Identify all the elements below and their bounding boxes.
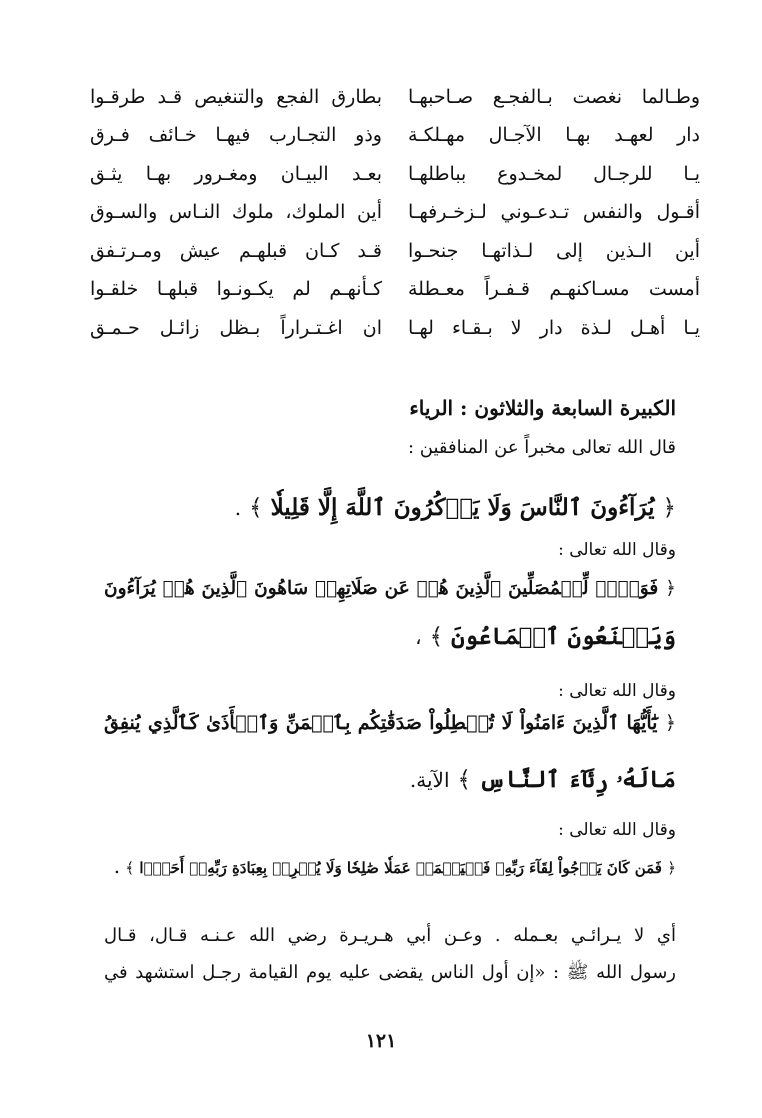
second-hemistich: أين الملوك، ملوك النـاس والسـوق: [90, 201, 382, 224]
quran-verse-4: [114, 854, 676, 878]
verse-open-bracket: ﴿: [665, 578, 676, 599]
verse-text: يَٰٓأَيُّهَا ٱلَّذِينَ ءَامَنُواْ لَا تُبۡطِلُواْ صَدَقَٰتِكُم بِٱلۡمَنِّ وَٱلۡأَذَىٰ كَٱلَّذِي يُنفِقُ: [104, 712, 658, 734]
verse-open-bracket: ﴿: [667, 859, 676, 877]
quran-verse-3-line-2: [410, 766, 676, 793]
verse-text: وَيَمۡنَعُونَ ٱلۡمَاعُونَ: [451, 623, 676, 650]
verse-punctuation: الآية.: [409, 768, 450, 792]
quran-verse-3-line-1: [104, 712, 676, 734]
second-hemistich: وذو التجـارب فيهـا خـائف فـرق: [90, 124, 382, 147]
section-title: الكبيرة السابعة والثلاثون : الرياء: [409, 396, 676, 420]
poem: [90, 78, 700, 348]
paragraph-line-2: رسول الله ﷺ : «إن أول الناس يقضى عليه يوم القيامة رجـل استشهد في: [104, 962, 676, 983]
poem-verse: [90, 155, 700, 194]
verse-open-bracket: ﴿: [662, 495, 676, 521]
first-hemistich: وطـالما نغصت بـالفجـع صـاحبهـا: [408, 85, 700, 108]
first-hemistich: أمست مسـاكنهـم قـفـراً معـطلة: [408, 278, 700, 301]
first-hemistich: أين الـذين إلى لـذاتهـا جنحـوا: [408, 239, 700, 262]
verse-text: فَمَن كَانَ يَرۡجُواْ لِقَآءَ رَبِّهِۦ فَلۡيَعۡمَلۡ عَمَلٗا صَٰلِحٗا وَلَا يُشۡرِكۡ بِعِبَادَةِ رَبِّهِۦٓ أَحَدَۢا: [139, 859, 662, 877]
second-hemistich: قـد كـان قبلهـم عيش ومـرتـفق: [90, 239, 382, 262]
verse-open-bracket: ﴿: [664, 712, 676, 734]
verse-punctuation: .: [113, 854, 121, 878]
intro-line: قال الله تعالى مخبراً عن المنافقين :: [407, 437, 676, 458]
first-hemistich: يـا للرجـال لمخـدوع بباطلهـا: [408, 162, 700, 185]
poem-verse: [90, 271, 700, 310]
second-hemistich: ان اغـتـراراً بـظل زائـل حـمـق: [90, 316, 382, 339]
verse-text: مَالَهُۥ رِئَآءَ ٱلنَّاسِ: [479, 766, 676, 793]
poem-verse: [90, 194, 700, 233]
poem-verse: [90, 232, 700, 271]
verse-close-bracket: ﴾: [457, 767, 472, 793]
second-hemistich: بعـد البيـان ومغـرور بهـا يثـق: [90, 162, 382, 185]
verse-close-bracket: ﴾: [249, 495, 263, 521]
poem-verse: [90, 117, 700, 156]
poem-verse: [90, 78, 700, 117]
verse-close-bracket: ﴾: [125, 859, 135, 877]
quran-verse-1: [235, 494, 676, 521]
quran-verse-2-line-1: [104, 578, 676, 599]
verse-text: يُرَآءُونَ ٱلنَّاسَ وَلَا يَذۡكُرُونَ ٱللَّهَ إِلَّا قَلِيلٗا: [270, 494, 655, 521]
verse-close-bracket: ﴾: [429, 624, 444, 650]
verse-punctuation: ،: [415, 625, 422, 649]
poem-verse: [90, 309, 700, 348]
first-hemistich: أقـول والنفس تـدعـوني لـزخـرفهـا: [408, 201, 700, 224]
first-hemistich: دار لعهـد بهـا الآجـال مهـلكـة: [408, 124, 700, 147]
verse-punctuation: .: [234, 496, 242, 520]
said-line: وقال الله تعالى :: [558, 681, 676, 701]
verse-text: فَوَيۡلٞ لِّلۡمُصَلِّينَ ٱلَّذِينَ هُمۡ عَن صَلَاتِهِمۡ سَاهُونَ ٱلَّذِينَ هُمۡ يُرَآءُونَ: [104, 578, 659, 599]
second-hemistich: بطارق الفجع والتنغيص قـد طرقـوا: [90, 85, 382, 108]
second-hemistich: كـأنهـم لم يكـونـوا قبلهـا خلقـوا: [90, 278, 382, 301]
said-line: وقال الله تعالى :: [558, 820, 676, 840]
first-hemistich: يـا أهـل لـذة دار لا بـقـاء لهـا: [408, 316, 700, 339]
paragraph-line-1: أي لا يـرائـي بعـمله . وعـن أبي هـريـرة رضي الله عـنـه قـال، قـال: [104, 925, 676, 946]
quran-verse-2-line-2: [415, 623, 676, 650]
page-number: ١٢١: [365, 1030, 397, 1052]
said-line: وقال الله تعالى :: [558, 540, 676, 560]
